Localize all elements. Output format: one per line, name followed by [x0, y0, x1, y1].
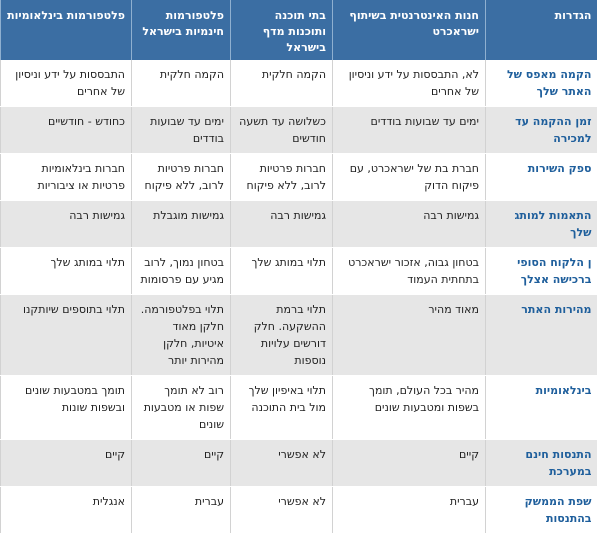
table-cell: קיים [333, 440, 486, 487]
table-row [1, 376, 597, 440]
table-row [1, 107, 597, 154]
table-cell: גמישות מוגבלת [132, 201, 231, 248]
row-label: ספק השירות [486, 154, 597, 201]
table-row [1, 154, 597, 201]
table-cell: תלוי בפלטפורמה. חלקן מאוד איטיות, חלקן מהירות יותר [132, 295, 231, 376]
row-label: התאמות למותג שלך [486, 201, 597, 248]
header-row [1, 0, 597, 60]
table-cell: תלוי במותג שלך [1, 248, 132, 295]
header-international-platforms: פלטפורמות בינלאומיות [1, 0, 132, 60]
row-label: זמן ההקמה עד למכירה [486, 107, 597, 154]
table-cell: תלוי במותג שלך [231, 248, 333, 295]
table-cell: כחודש - חודשיים [1, 107, 132, 154]
table-cell: לא אפשרי [231, 487, 333, 534]
table-cell: תלוי ברמת ההשקעה. חלק דורשים עלויות נוספות [231, 295, 333, 376]
table-cell: בטחון נמוך, לרוב מגיע עם פרסומות [132, 248, 231, 295]
table-cell: התבססות על ידע וניסיון של אחרים [1, 60, 132, 107]
table-row [1, 487, 597, 534]
table-cell: אנגלית [1, 487, 132, 534]
header-isracart-store: חנות האינטרנטית בשיתוף ישראכרט [333, 0, 486, 60]
table-row [1, 60, 597, 107]
table-cell: מהיר בכל העולם, תומך בשפות ומטבעות שונים [333, 376, 486, 440]
table-row [1, 248, 597, 295]
table-cell: חברת בת של ישראכרט, עם פיקוח הדוק [333, 154, 486, 201]
table-cell: הקמה חלקית [132, 60, 231, 107]
table-row [1, 440, 597, 487]
table-cell: תומך במטבעות שונים ובשפות שונות [1, 376, 132, 440]
table-cell: קיים [132, 440, 231, 487]
row-label: מהירות האתר [486, 295, 597, 376]
table-cell: עברית [333, 487, 486, 534]
table-row [1, 295, 597, 376]
table-cell: תלוי בתוספים שיותקנו [1, 295, 132, 376]
table-cell: הקמה חלקית [231, 60, 333, 107]
table-cell: תלוי באיפיון שלך מול בית התוכנה [231, 376, 333, 440]
table-cell: לא אפשרי [231, 440, 333, 487]
table-cell: חברות פרטיות לרוב, ללא פיקוח [132, 154, 231, 201]
table-cell: ימים עד שבועות בודדים [132, 107, 231, 154]
table-cell: מאוד מהיר [333, 295, 486, 376]
row-label: הקמה מאפס של האתר שלך [486, 60, 597, 107]
table-cell: גמישות רבה [333, 201, 486, 248]
table-cell: רוב לא תומך שפות או מטבעות שונים [132, 376, 231, 440]
table-cell: גמישות רבה [231, 201, 333, 248]
table-cell: חברות פרטיות לרוב, ללא פיקוח [231, 154, 333, 201]
header-free-platforms: פלטפורמות חינמיות בישראל [132, 0, 231, 60]
row-label: בינלאומיות [486, 376, 597, 440]
header-software-houses: בתי תוכנה ותוכנות מדף בישראל [231, 0, 333, 60]
table-cell: קיים [1, 440, 132, 487]
row-label: התנסות חינם במערכת [486, 440, 597, 487]
row-label: ן הלקוח הסופי ברכישה אצלך [486, 248, 597, 295]
table-cell: כשלושה עד תשעה חודשים [231, 107, 333, 154]
table-cell: בטחון גבוה, אזכור ישראכרט בתחתית העמוד [333, 248, 486, 295]
table-cell: חברות בינלאומיות פרטיות או ציבוריות [1, 154, 132, 201]
table-row [1, 201, 597, 248]
table-cell: לא, התבססות על ידע וניסיון של אחרים [333, 60, 486, 107]
row-label: שפת הממשק בהתנסות [486, 487, 597, 534]
table-cell: ימים עד שבועות בודדים [333, 107, 486, 154]
table-cell: עברית [132, 487, 231, 534]
header-definitions: הגדרות [486, 0, 597, 60]
table-cell: גמישות רבה [1, 201, 132, 248]
